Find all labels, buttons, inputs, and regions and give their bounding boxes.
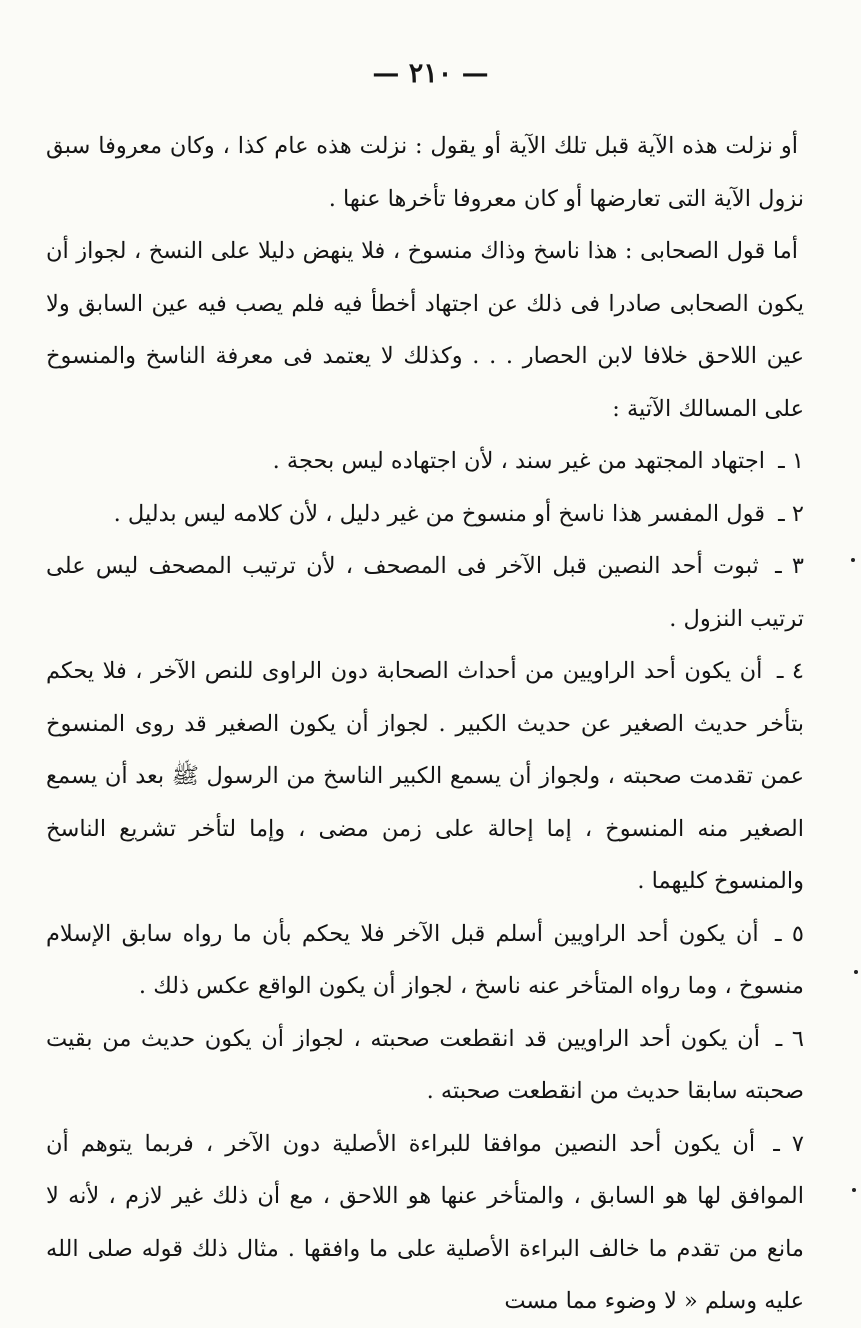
- page-number: — ٢١٠ —: [372, 58, 489, 89]
- list-number: ٧ ـ: [773, 1130, 805, 1157]
- page-body: [46, 120, 804, 1328]
- list-item-text: أن يكون أحد الراويين من أحداث الصحابة دون الراوى للنص الآخر ، فلا يحكم بتأخر حديث الصغير عن حديث الكبير . لجواز أن يكون الصغير قد روى المنسوخ عمن تقدمت صحبته ، ولجواز أن يسمع الكبير الناسخ من الرسول ﷺ بعد أن يسمع الصغير منه المنسوخ ، إما إحالة على زمن مضى ، وإما لتأخر تشريع الناسخ والمنسوخ كليهما .: [46, 658, 804, 894]
- list-number: ١ ـ: [778, 448, 804, 474]
- list-item-6: [46, 1013, 804, 1118]
- list-item-5: [46, 908, 804, 1013]
- list-item-1: [46, 435, 804, 488]
- list-item-text: أن يكون أحد النصين موافقا للبراءة الأصلية دون الآخر ، فربما يتوهم أن الموافق لها هو السابق ، والمتأخر عنها هو اللاحق ، مع أن ذلك غير لازم ، لأنه لا مانع من تقدم ما خالف البراءة الأصلية على ما وافقها . مثال ذلك قوله صلى الله عليه وسلم « لا وضوء مما مست: [46, 1130, 804, 1314]
- list-number: ٢ ـ: [778, 500, 804, 527]
- paragraph-companion-statement: [46, 225, 804, 435]
- list-item-text: أن يكون أحد الراويين قد انقطعت صحبته ، لجواز أن يكون حديث من بقيت صحبته سابقا حديث من انقطعت صحبته .: [46, 1025, 804, 1104]
- paragraph-text: أو نزلت هذه الآية قبل تلك الآية أو يقول : نزلت هذه عام كذا ، وكان معروفا سبق نزول الآية التى تعارضها أو كان معروفا تأخرها عنها .: [46, 133, 804, 212]
- list-item-text: ثبوت أحد النصين قبل الآخر فى المصحف ، لأن ترتيب المصحف ليس على ترتيب النزول .: [46, 553, 804, 632]
- scan-speck-mark: [851, 558, 855, 562]
- list-item-2: [46, 488, 804, 541]
- paragraph-text: أما قول الصحابى : هذا ناسخ وذاك منسوخ ، فلا ينهض دليلا على النسخ ، لجواز أن يكون الصحابى صادرا فى ذلك عن اجتهاد أخطأ فيه فلم يصب فيه عين السابق ولا عين اللاحق خلافا لابن الحصار . . . وكذلك لا يعتمد فى معرفة الناسخ والمنسوخ على المسالك الآتية :: [46, 238, 804, 422]
- list-number: ٤ ـ: [776, 658, 805, 684]
- list-item-text: قول المفسر هذا ناسخ أو منسوخ من غير دليل ، لأن كلامه ليس بدليل .: [113, 500, 765, 527]
- list-item-4: [46, 645, 804, 908]
- scan-speck-mark: [854, 970, 858, 974]
- paragraph-conditions-end: [46, 120, 804, 225]
- list-number: ٦ ـ: [775, 1025, 804, 1052]
- list-item-3: [46, 540, 804, 645]
- list-item-text: اجتهاد المجتهد من غير سند ، لأن اجتهاده ليس بحجة .: [272, 448, 765, 474]
- list-item-text: أن يكون أحد الراويين أسلم قبل الآخر فلا يحكم بأن ما رواه سابق الإسلام منسوخ ، وما رواه المتأخر عنه ناسخ ، لجواز أن يكون الواقع عكس ذلك .: [46, 920, 804, 999]
- list-number: ٣ ـ: [775, 553, 805, 579]
- list-item-7: [46, 1118, 804, 1328]
- list-number: ٥ ـ: [775, 920, 804, 947]
- scan-speck-mark: [852, 1188, 856, 1192]
